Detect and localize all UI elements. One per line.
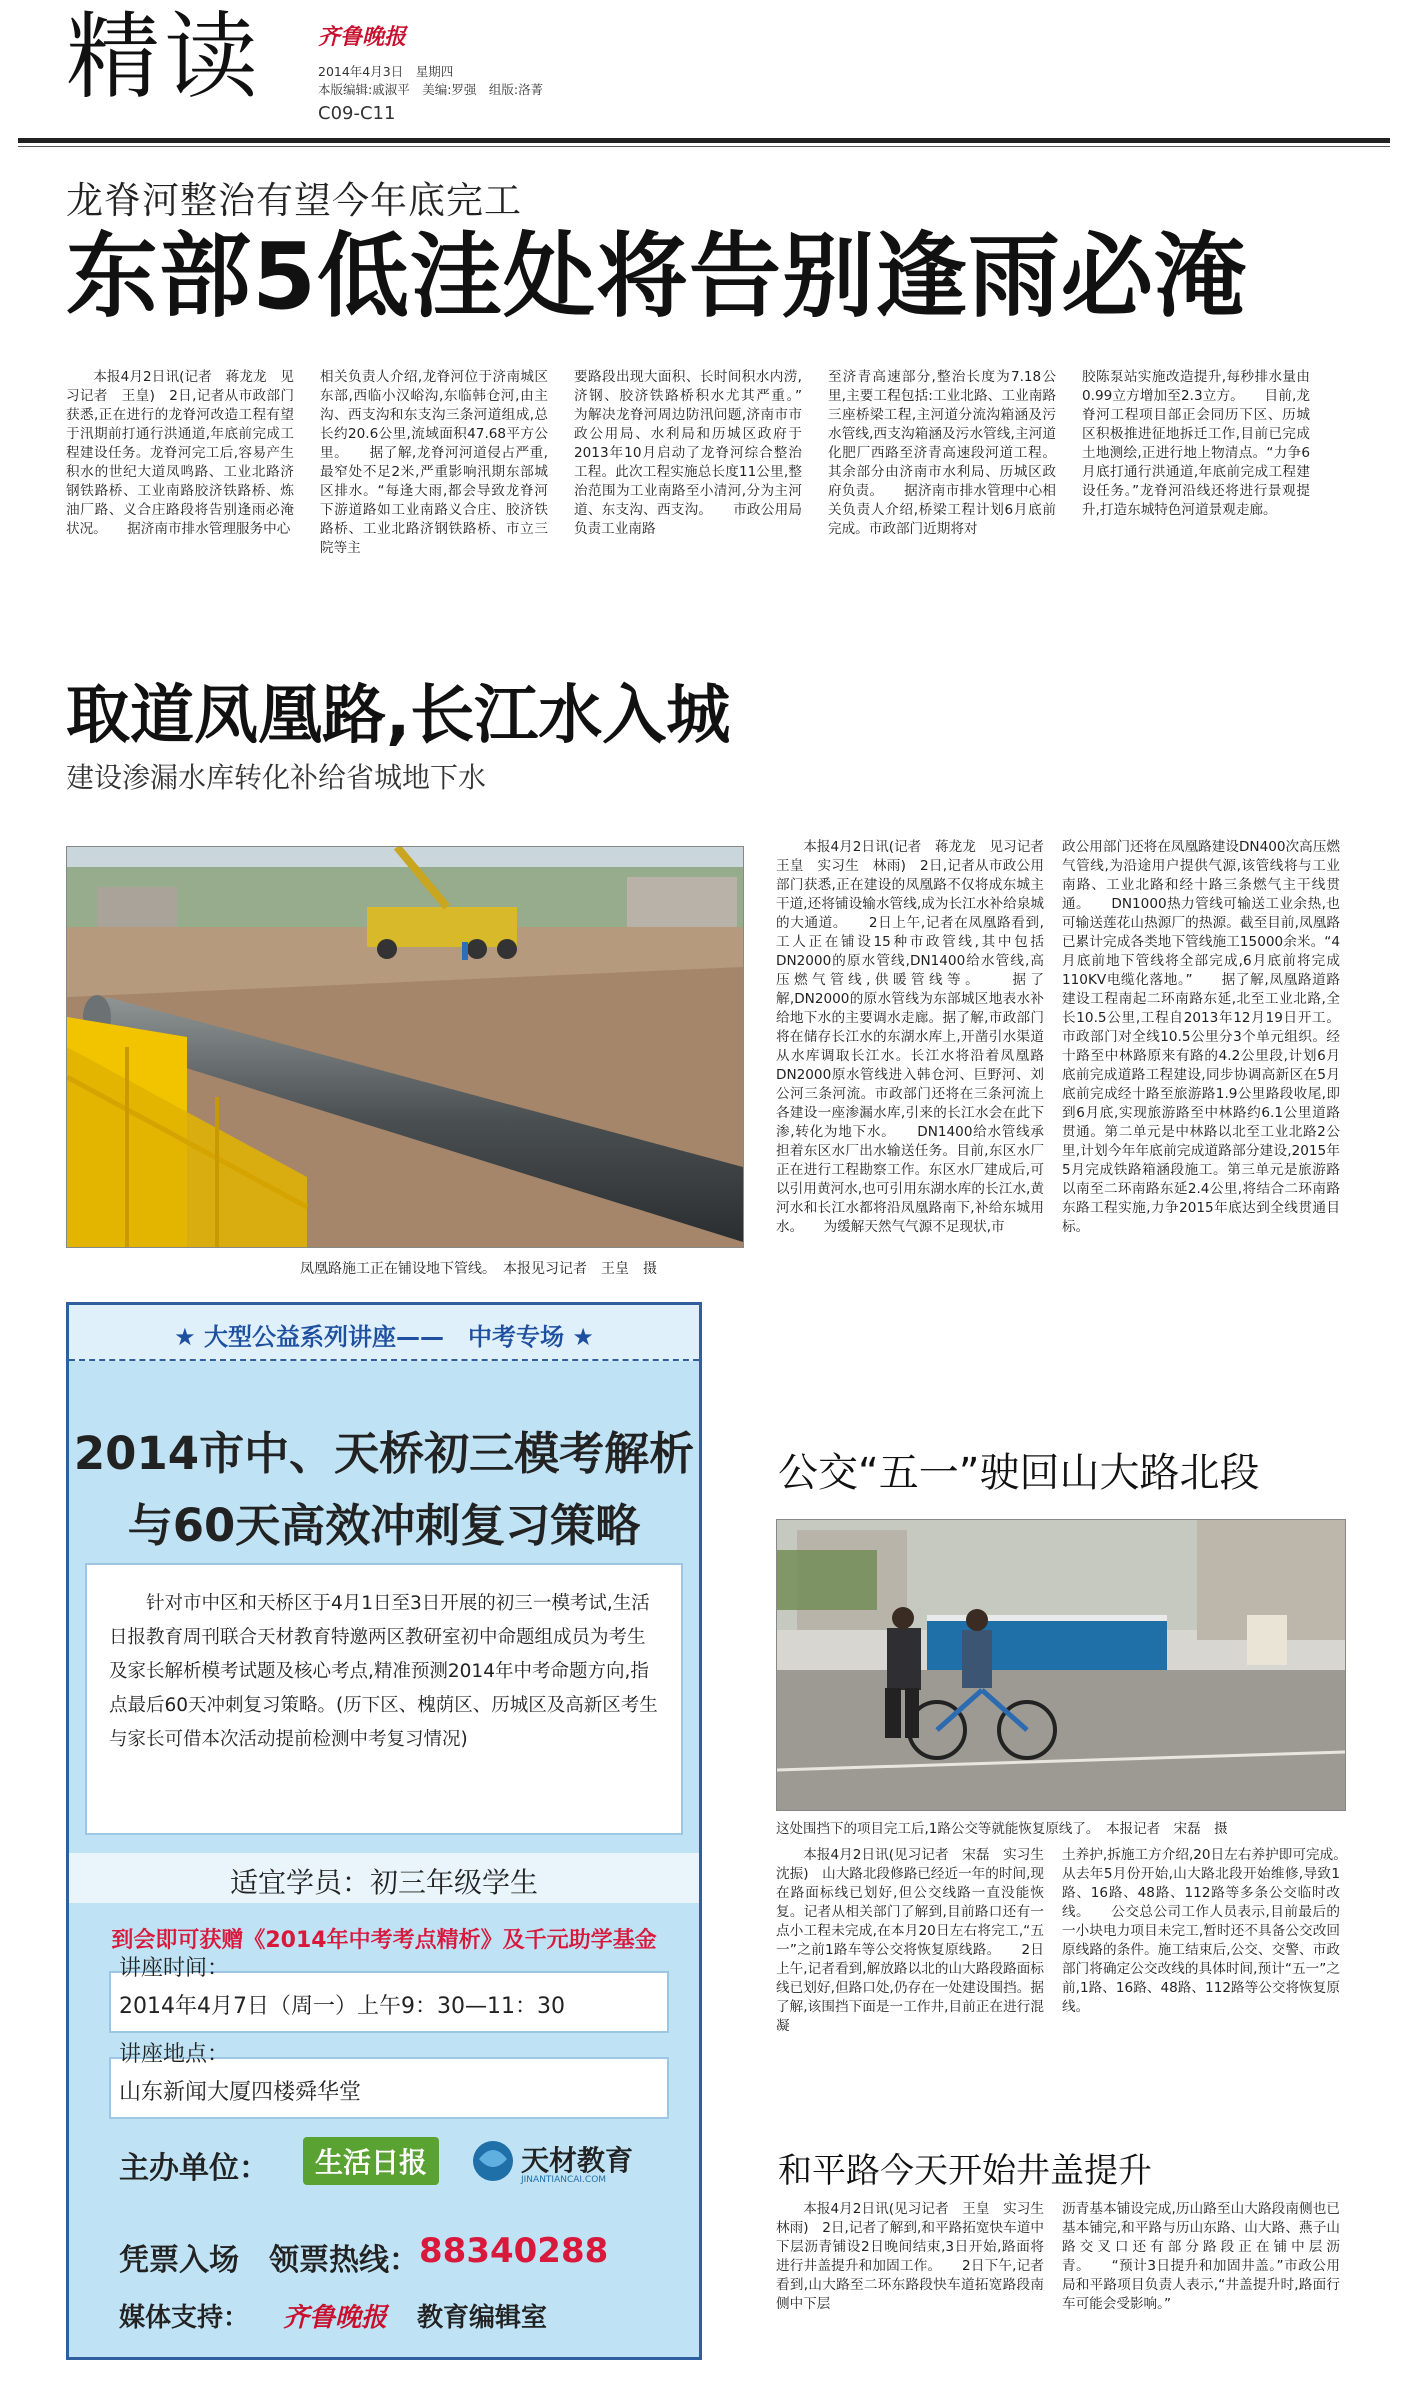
- story1-kicker: 龙脊河整治有望今年底完工: [66, 179, 522, 222]
- ad-media-logo: 齐鲁晚报: [283, 2303, 388, 2333]
- story1-column-3: 要路段出现大面积、长时间积水内涝,济钢、胶济铁路桥积水尤其严重。” 为解决龙脊河周边防汛问题,济南市市政公用局、水利局和历城区政府于2013年10月启动了龙脊河综合整治工程。此次工程实施总长度11公里,整治范围为工业南路至小清河,分为主河道、东支沟、西支沟。 市政公用局负责工业南路: [574, 369, 830, 537]
- ad-place-value: 山东新闻大厦四楼舜华堂: [119, 2080, 362, 2105]
- ad-time-value: 2014年4月7日（周一）上午9：30—11：30: [119, 1994, 565, 2019]
- story2-column-2: 政公用部门还将在凤凰路建设DN400次高压燃气管线,为沿途用户提供气源,该管线将与工业南路、工业北路和经十路三条燃气主干线贯通。 DN1000热力管线可输送工业余热,也可输送莲花山热源厂的热源。截至目前,凤凰路已累计完成各类地下管线施工15000余米。“4月底前地下管线将全部完成,6月底前将完成110KV电缆化落地。” 据了解,凤凰路道路建设工程南起二环南路东延,北至工业北路,全长10.5公里,工程自2013年12月19日开工。市政部门对全线10.5公里分3个单元组织。经十路至中林路原来有路的4.2公里段,计划6月底前完成道路工程建设,同步协调高新区在5月底前完成经十路至旅游路1.9公里路段收尾,即到6月底,实现旅游路至中林路约6.1公里道路贯通。第二单元是中林路以北至工业北路2公里,计划今年年底前完成道路部分建设,2015年5月完成铁路箱涵段施工。第三单元是旅游路以南至二环南路东延2.4公里,将结合二环南路东路工程实施,力争2015年底达到全线贯通目标。: [1062, 839, 1340, 1235]
- story1-column-2: 相关负责人介绍,龙脊河位于济南城区东部,西临小汉峪沟,东临韩仓河,由主沟、西支沟和东支沟三条河道组成,总长约20.6公里,流域面积47.68平方公里。 据了解,龙脊河河道侵占严重,最窄处不足2米,严重影响汛期东部城区排水。“每逢大雨,都会导致龙脊河下游道路如工业南路义合庄、胶济铁路桥、工业北路济钢铁路桥、市立三院等主: [320, 369, 548, 556]
- story4-headline: 和平路今天开始井盖提升: [778, 2151, 1152, 2191]
- ad-time-label: 讲座时间：: [119, 1956, 230, 1981]
- ad-gift-offer: 到会即可获赠《2014年中考考点精析》及千元助学基金: [111, 1928, 657, 1953]
- story1-column-1: 本报4月2日讯(记者 蒋龙龙 见习记者 王皇) 2日,记者从市政部门获悉,正在进行的龙脊河改造工程有望于汛期前打通行洪通道,年底前完成工程建设任务。龙脊河完工后,容易产生积水的世纪大道凤鸣路、工业北路济钢铁路桥、工业南路胶济铁路桥、炼油厂路、义合庄路段将告别逢雨必淹状况。 据济南市排水管理服务中心: [66, 369, 294, 537]
- ad-ticket-label: 凭票入场 领票热线：: [119, 2243, 419, 2278]
- story2-column-1: 本报4月2日讯(记者 蒋龙龙 见习记者 王皇 实习生 林雨) 2日,记者从市政公用部门获悉,正在建设的凤凰路不仅将成东城主干道,还将铺设输水管线,成为长江水补给泉城的大通道。 2日上午,记者在凤凰路看到,工人正在铺设15种市政管线,其中包括DN2000的原水管线,DN1400给水管线,高压燃气管线,供暖管线等。 据了解,DN2000的原水管线为东部城区地表水补给地下水的主要调水走廊。据了解,市政部门将在储存长江水的东湖水库上,开凿引水渠道从水库调取长江水。长江水将沿着凤凰路DN2000原水管线进入韩仓河、巨野河、刘公河三条河流。市政部门还将在三条河流上各建设一座渗漏水库,引来的长江水会在此下渗,转化为地下水。 DN1400给水管线承担着东区水厂出水输送任务。目前,东区水厂正在进行工程勘察工作。东区水厂建成后,可以引用黄河水,也可引用东湖水库的长江水,黄河水和长江水都将沿凤凰路南下,补给东城用水。 为缓解天然气气源不足现状,市: [776, 839, 1058, 1235]
- story3-headline: 公交“五一”驶回山大路北段: [778, 1450, 1260, 1496]
- issue-date: 2014年4月3日 星期四: [318, 64, 454, 79]
- story1-column-4: 至济青高速部分,整治长度为7.18公里,主要工程包括:工业北路、工业南路三座桥梁工程,主河道分流沟箱涵及污水管线,西支沟箱涵及污水管线,主河道化肥厂西路至济青高速段河道工程。其余部分由济南市水利局、历城区政府负责。 据济南市排水管理中心相关负责人介绍,桥梁工程计划6月底前完成。市政部门近期将对: [828, 369, 1056, 537]
- tiancai-url: JINANTIANCAI.COM: [521, 2175, 607, 2185]
- page-credits: 本版编辑:戚淑平 美编:罗强 组版:洛菁: [318, 82, 544, 97]
- ad-organizer-label: 主办单位：: [119, 2151, 269, 2186]
- ad-title-line1: 2014市中、天桥初三模考解析: [73, 1427, 695, 1480]
- ad-media-label: 媒体支持：: [119, 2303, 250, 2333]
- ad-series-title: ★ 大型公益系列讲座—— 中考专场 ★: [174, 1323, 594, 1351]
- section-title: 精读: [66, 3, 263, 112]
- ad-media-department: 教育编辑室: [417, 2303, 548, 2333]
- story1-headline: 东部5低洼处将告别逢雨必淹: [66, 223, 1248, 330]
- ad-body-text: 针对市中区和天桥区于4月1日至3日开展的初三一模考试,生活日报教育周刊联合天材教育特邀两区教研室初中命题组成员为考生及家长解析模考试题及核心考点,精准预测2014年中考命题方向,指点最后60天冲刺复习策略。(历下区、槐荫区、历城区及高新区考生与家长可借本次活动提前检测中考复习情况): [109, 1593, 658, 1750]
- life-daily-logo: 生活日报: [303, 2137, 439, 2185]
- ad-target-audience: 适宜学员：初三年级学生: [229, 1866, 538, 1899]
- story3-column-1: 本报4月2日讯(见习记者 宋磊 实习生 沈振) 山大路北段修路已经近一年的时间,现在路面标线已划好,但公交线路一直没能恢复。记者从相关部门了解到,目前路口还有一点小工程未完成,在本月20日左右将完工,“五一”之前1路车等公交将恢复原线路。 2日上午,记者看到,解放路以北的山大路段路面标线已划好,但路口处,仍存在一处建设围挡。据了解,该围挡下面是一工作井,目前正在进行混凝: [776, 1847, 1058, 2034]
- story4-column-2: 沥青基本铺设完成,历山路至山大路段南侧也已基本铺完,和平路与历山东路、山大路、燕子山路交叉口还有部分路段正在铺中层沥青。 “预计3日提升和加固井盖。”市政公用局和平路项目负责人表示,“井盖提升时,路面行车可能会受影响。”: [1062, 2201, 1340, 2312]
- tiancai-name: 天材教育: [521, 2144, 634, 2177]
- bus-route-street-photo: [776, 1519, 1346, 1811]
- lecture-advertisement: [66, 1302, 702, 2360]
- page-range: C09-C11: [318, 103, 396, 124]
- story2-headline: 取道凤凰路,长江水入城: [66, 679, 731, 753]
- story2-subhead: 建设渗漏水库转化补给省城地下水: [66, 761, 487, 794]
- ad-hotline-number: 88340288: [419, 2231, 609, 2271]
- newspaper-logo: 齐鲁晚报: [318, 24, 407, 50]
- photo2-caption: 这处围挡下的项目完工后,1路公交等就能恢复原线了。 本报记者 宋磊 摄: [776, 1821, 1228, 1837]
- masthead-rule: [18, 138, 1390, 143]
- story3-column-2: 土养护,拆施工方介绍,20日左右养护即可完成。 从去年5月份开始,山大路北段开始维修,导致1路、16路、48路、112路等多条公交临时改线。 公交总公司工作人员表示,目前最后的一小块电力项目未完工,暂时还不具备公交改回原线路的条件。施工结束后,公交、交警、市政部门将确定公交改线的具体时间,预计“五一”之前,1路、16路、48路、112路等公交将恢复原线。: [1062, 1847, 1368, 2015]
- masthead-rule-thin: [18, 146, 1390, 147]
- tiancai-education-logo: [469, 2135, 669, 2191]
- story1-column-5: 胶陈泵站实施改造提升,每秒排水量由0.99立方增加至2.3立方。 目前,龙脊河工程项目部正会同历下区、历城区积极推进征地拆迁工作,目前已完成土地测绘,正进行地上物清点。“力争6月底打通行洪通道,年底前完成工程建设任务。”龙脊河沿线还将进行景观提升,打造东城特色河道景观走廊。: [1082, 369, 1310, 518]
- ad-place-label: 讲座地点：: [119, 2042, 230, 2067]
- pipeline-construction-photo: [66, 846, 744, 1248]
- story4-column-1: 本报4月2日讯(见习记者 王皇 实习生 林雨) 2日,记者了解到,和平路拓宽快车道中下层沥青铺设2日晚间结束,3日开始,路面将进行井盖提升和加固工作。 2日下午,记者看到,山大路至二环东路段快车道拓宽路段南侧中下层: [776, 2201, 1058, 2312]
- photo1-caption: 凤凰路施工正在铺设地下管线。 本报见习记者 王皇 摄: [300, 1261, 657, 1277]
- ad-title-line2: 与60天高效冲刺复习策略: [127, 1499, 641, 1552]
